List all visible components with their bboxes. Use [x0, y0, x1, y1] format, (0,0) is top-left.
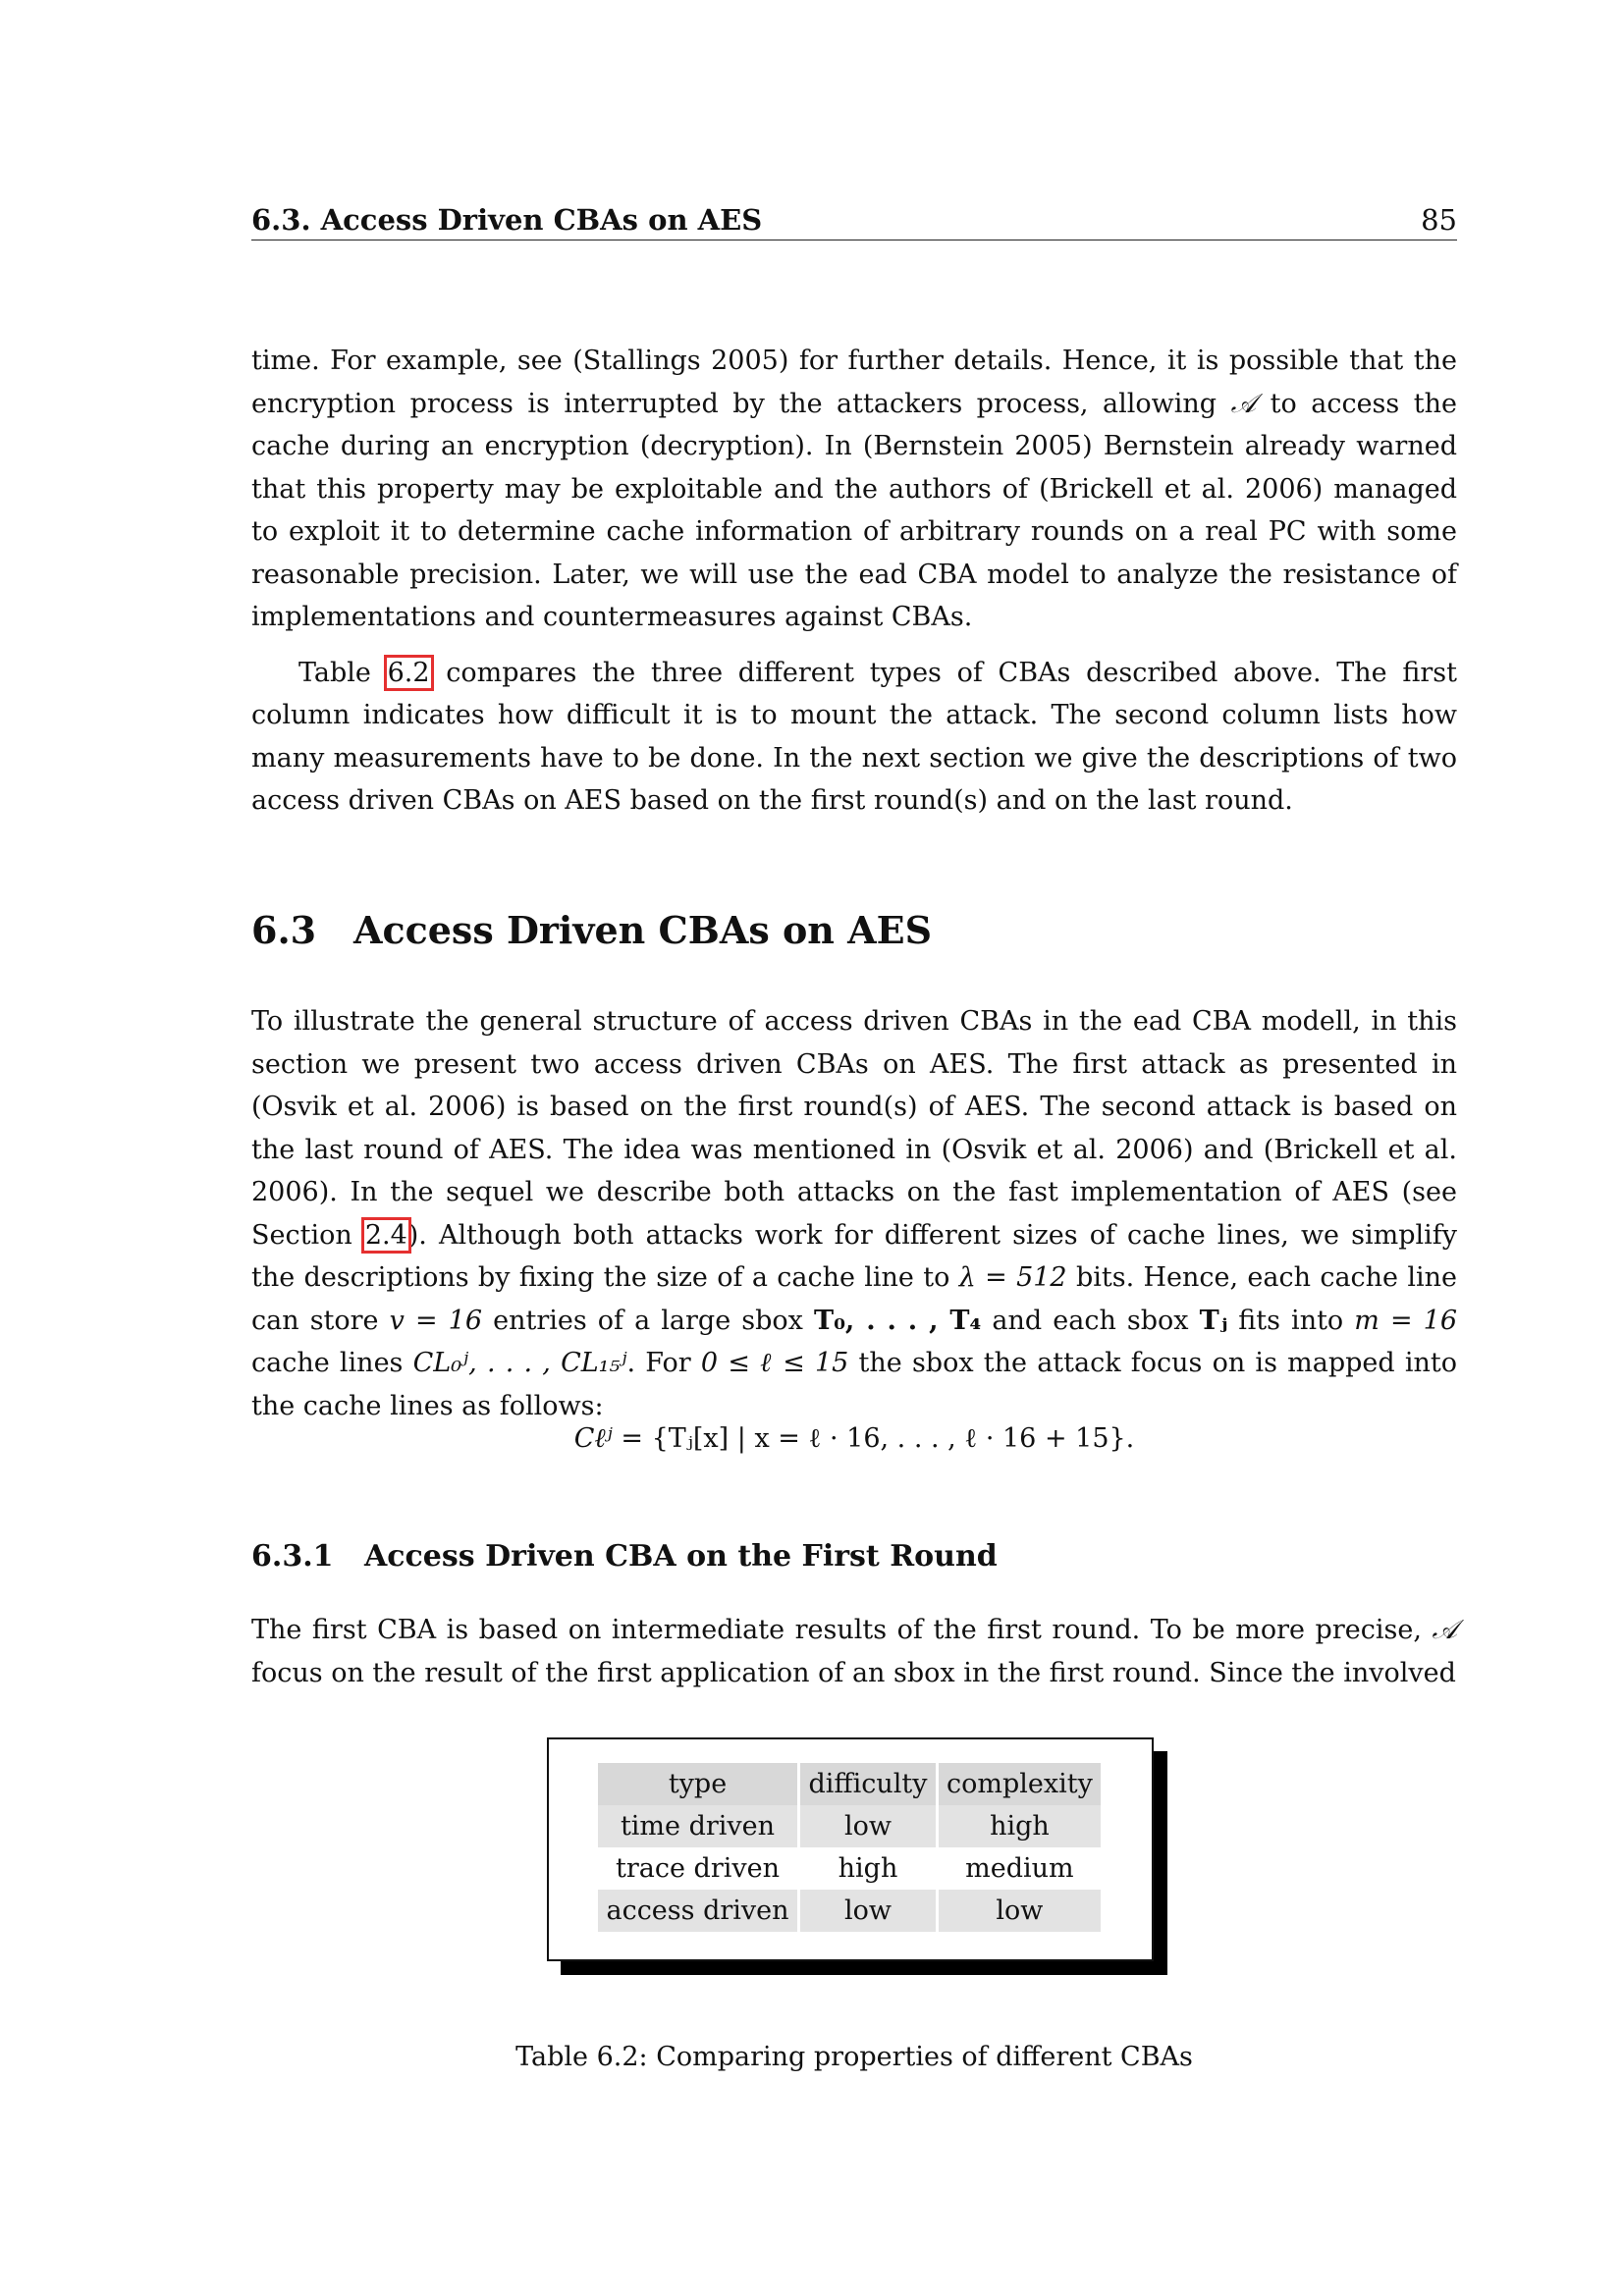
- ell-range: 0 ≤ ℓ ≤ 15: [700, 1348, 849, 1378]
- m-equation: m = 16: [1354, 1305, 1458, 1336]
- paragraph-2-part-b: compares the three different types of CBAs described above. The first column indicates how difficult it is to mount the attack. The second column lists how many measurements have to be done. In the next section we give the descriptions of two access driven CBAs on AES based on the first round(s) and on the last round.: [251, 657, 1457, 816]
- table-caption: Table 6.2: Comparing properties of different CBAs: [515, 2042, 1193, 2072]
- section-number: 6.3: [251, 908, 317, 952]
- header-complexity: complexity: [939, 1763, 1101, 1805]
- sbox-sequence: T₀, . . . , T₄: [813, 1305, 982, 1336]
- subsection-title: Access Driven CBA on the First Round: [364, 1539, 998, 1574]
- table-row: [598, 1890, 1101, 1932]
- running-header: [251, 200, 1457, 240]
- section-text-e: and each sbox: [981, 1305, 1200, 1336]
- subsection-text-a: The first CBA is based on intermediate results of the first round. To be more precise,: [251, 1615, 1433, 1645]
- section-reference-link[interactable]: 2.4: [364, 1219, 407, 1251]
- table-cell: trace driven: [616, 1853, 780, 1884]
- subsection-paragraph: [251, 1609, 1457, 1694]
- table-row: [598, 1847, 1101, 1890]
- subsection-text-b: focus on the result of the first application of an sbox in the first round. Since the involved: [251, 1657, 1456, 1688]
- adversary-symbol: 𝒜: [1230, 388, 1257, 419]
- paragraph-2-part-a: Table: [298, 657, 387, 688]
- display-equation: [251, 1419, 1457, 1459]
- lambda-equation: λ = 512: [958, 1262, 1067, 1293]
- section-text-a: To illustrate the general structure of access driven CBAs in the ead CBA modell, in this section we present two access driven CBAs on AES. The first attack as presented in (Osvik et al. 2006) is based on the first round(s) of AES. The second attack is based on the last round of AES. The idea was mentioned in (Osvik et al. 2006) and (Brickell et al. 2006). In the sequel we describe both attacks on the fast implementation of AES (see Section: [251, 1006, 1457, 1251]
- intro-text: [251, 340, 1457, 823]
- paragraph-1-part-a: time. For example, see (Stallings 2005) for further details. Hence, it is possible that the encryption process is interrupted by the attackers process, allowing: [251, 346, 1457, 419]
- table-cell: time driven: [598, 1805, 797, 1847]
- equation-lhs: Cℓʲ: [573, 1423, 613, 1454]
- table-row: [598, 1805, 1101, 1847]
- table-cell: low: [800, 1805, 936, 1847]
- table-cell: high: [838, 1853, 898, 1884]
- v-equation: v = 16: [389, 1305, 483, 1336]
- comparison-table: [595, 1763, 1104, 1932]
- section-text-c: bits. Hence, each cache line can store: [251, 1262, 1458, 1336]
- section-text-h: . For: [626, 1348, 701, 1378]
- table-cell: medium: [965, 1853, 1074, 1884]
- cache-line-sequence: CL₀ʲ, . . . , CL₁₅ʲ: [412, 1348, 627, 1378]
- equation-rhs: = {Tⱼ[x] | x = ℓ · 16, . . . , ℓ · 16 + 15}.: [612, 1423, 1135, 1454]
- table-cell: low: [800, 1890, 936, 1932]
- subsection-number: 6.3.1: [251, 1539, 334, 1574]
- page-number: 85: [1421, 203, 1457, 237]
- running-header-title: 6.3. Access Driven CBAs on AES: [251, 203, 763, 237]
- header-difficulty: difficulty: [800, 1763, 936, 1805]
- table-cell: access driven: [598, 1890, 797, 1932]
- table-cell: high: [939, 1805, 1101, 1847]
- subsection-heading: [251, 1537, 998, 1576]
- table-cell: low: [939, 1890, 1101, 1932]
- section-heading: [251, 908, 932, 953]
- section-title: Access Driven CBAs on AES: [353, 908, 933, 952]
- section-text-f: fits into: [1227, 1305, 1355, 1336]
- section-text: [251, 1000, 1457, 1427]
- section-text-d: entries of a large sbox: [482, 1305, 814, 1336]
- adversary-symbol-2: 𝒜: [1432, 1615, 1457, 1645]
- subsection-text: [251, 1609, 1457, 1694]
- paragraph-1: [251, 340, 1457, 639]
- table-header-row: [598, 1763, 1101, 1805]
- header-type: type: [598, 1763, 797, 1805]
- table-reference-link[interactable]: 6.2: [387, 657, 430, 688]
- sbox-tj: Tⱼ: [1199, 1305, 1228, 1336]
- table-figure: [547, 1737, 1154, 1961]
- section-text-i: the sbox the attack focus on is mapped into the cache lines as follows:: [251, 1348, 1457, 1421]
- paragraph-2: [251, 652, 1457, 823]
- section-paragraph: [251, 1000, 1457, 1427]
- paragraph-1-part-b: to access the cache during an encryption (decryption). In (Bernstein 2005) Bernstein already warned that this property may be exploitable and the authors of (Brickell et al. 2006) managed to exploit it to determine cache information of arbitrary rounds on a real PC with some reasonable precision. Later, we will use the ead CBA model to analyze the resistance of implementations and countermeasures against CBAs.: [251, 388, 1457, 632]
- section-text-g: cache lines: [251, 1348, 413, 1378]
- section-text-b: ). Although both attacks work for different sizes of cache lines, we simplify the descriptions by fixing the size of a cache line to: [251, 1219, 1458, 1293]
